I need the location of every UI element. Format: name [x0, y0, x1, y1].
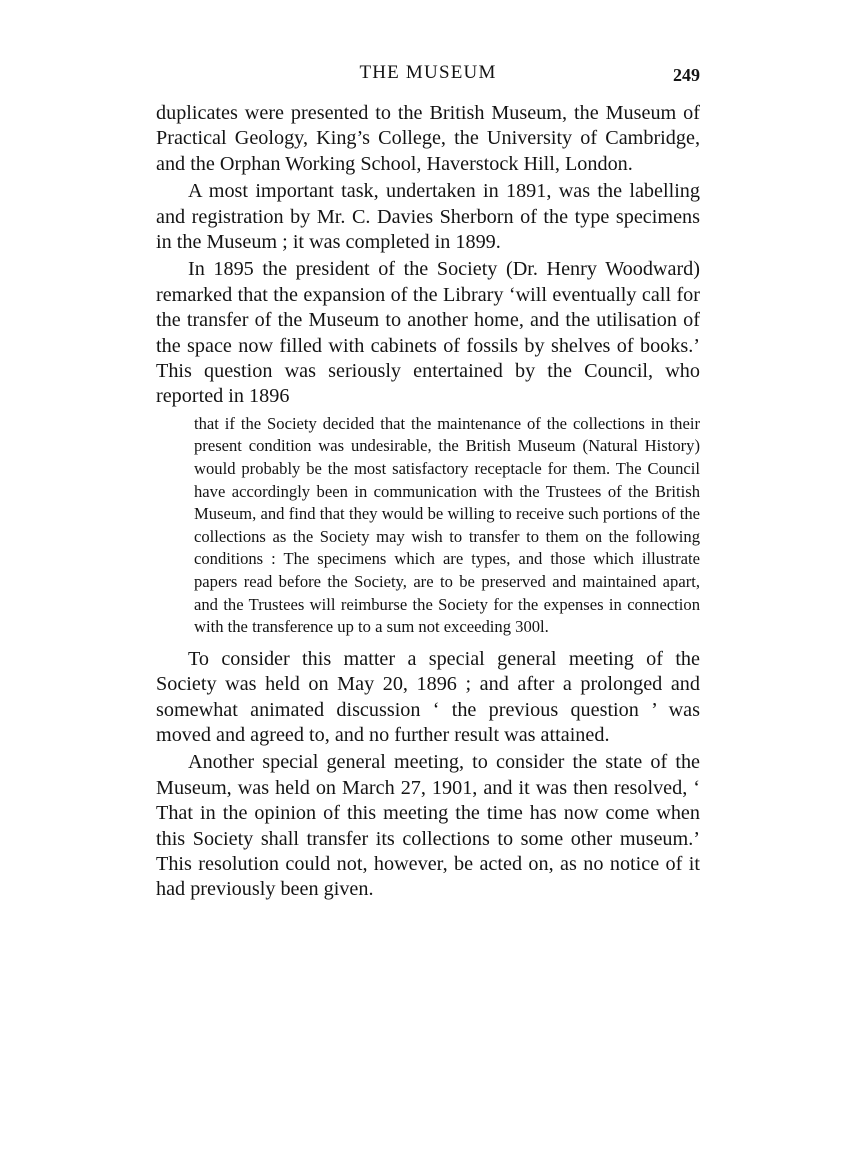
page-number: 249	[673, 65, 700, 85]
paragraph-3: In 1895 the president of the Society (Dr. Henry Woodward) remarked that the expansion of the Library ‘will eventually call for the transfer of the Museum to another home, and the utilisation of the space now filled with cabinets of fossils by shelves of books.’ This question was seriously entertained by the Council, who reported in 1896	[156, 258, 700, 408]
body-text	[156, 101, 700, 903]
paragraph-1: duplicates were presented to the British Museum, the Museum of Practical Geology, King’s College, the University of Cambridge, and the Orphan Working School, Haverstock Hill, London.	[156, 102, 700, 175]
running-head	[156, 62, 700, 88]
paragraph-2: A most important task, undertaken in 1891, was the labelling and registration by Mr. C. Davies Sherborn of the type specimens in the Museum ; it was completed in 1899.	[156, 180, 700, 254]
running-title: THE MUSEUM	[359, 62, 497, 83]
paragraph-4: To consider this matter a special general meeting of the Society was held on May 20, 1896 ; and after a prolonged and somewhat animated discussion ‘ the previous question ’ was moved and agreed to, and no further result was attained.	[156, 647, 700, 747]
paragraph-5: Another special general meeting, to consider the state of the Museum, was held on March 27, 1901, and it was then resolved, ‘ That in the opinion of this meeting the time has now come when this Society shall transfer its collections to some other museum.’ This resolution could not, however, be acted on, as no notice of it had previously been given.	[156, 751, 700, 901]
block-quote: that if the Society decided that the maintenance of the collections in their present condition was undesirable, the British Museum (Natural History) would probably be the most satisfactory receptacle for them. The Council have accordingly been in communication with the Trustees of the British Museum, and find that they would be willing to receive such portions of the collections as the Society may wish to transfer to them on the following conditions : The specimens which are types, and those which illustrate papers read before the Society, are to be preserved and maintained apart, and the Trustees will reimburse the Society for the expenses in connection with the transference up to a sum not exceeding 300l.	[194, 413, 700, 637]
